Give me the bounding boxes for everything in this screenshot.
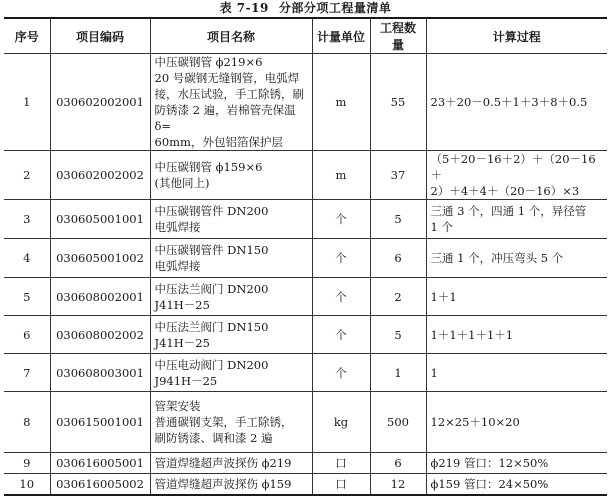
header-unit: 计量单位 xyxy=(312,18,370,54)
row-unit: 个 xyxy=(312,354,370,392)
row-seq: 6 xyxy=(4,316,50,354)
row-calc-line: 2）＋4＋4＋（20－16）×3 xyxy=(430,184,580,198)
row-qty: 5 xyxy=(370,200,426,239)
row-name-line: 管道焊缝超声波探伤 ϕ219 xyxy=(154,456,292,470)
header-calc: 计算过程 xyxy=(426,18,607,54)
row-unit: 个 xyxy=(312,239,370,278)
row-code: 030608003001 xyxy=(50,354,150,392)
row-calc-line: 12×25＋10×20 xyxy=(430,415,520,429)
row-code: 030602002002 xyxy=(50,151,150,200)
table-title: 分部分项工程量清单 xyxy=(278,1,392,15)
row-code: 030608002002 xyxy=(50,316,150,354)
bill-of-quantities-table xyxy=(4,17,607,496)
row-name-line: 中压电动阀门 DN200 xyxy=(154,357,269,372)
row-code: 030605001002 xyxy=(50,239,150,278)
row-calc-line: 1＋1＋1＋1＋1 xyxy=(430,327,514,342)
row-qty: 6 xyxy=(370,239,426,278)
row-name xyxy=(150,54,312,151)
row-calc-line: 1 个 xyxy=(430,220,453,234)
table-row xyxy=(4,316,607,354)
row-calc xyxy=(426,354,607,392)
row-name-line: 管架安装 xyxy=(154,399,201,413)
row-name-line: 普通碳钢支架，手工除锈， xyxy=(154,415,293,429)
row-calc xyxy=(426,278,607,316)
table-caption xyxy=(0,0,611,16)
row-calc xyxy=(426,316,607,354)
row-qty: 55 xyxy=(370,54,426,151)
row-name xyxy=(150,392,312,453)
row-unit: kg xyxy=(312,392,370,453)
row-calc xyxy=(426,239,607,278)
row-name-line: 刷防锈漆、调和漆 2 遍 xyxy=(154,431,273,445)
row-unit: 个 xyxy=(312,278,370,316)
row-qty: 12 xyxy=(370,474,426,496)
header-code: 项目编码 xyxy=(50,18,150,54)
row-unit: m xyxy=(312,54,370,151)
row-name-line: J941H－25 xyxy=(154,373,218,388)
row-seq: 1 xyxy=(4,54,50,151)
row-seq: 7 xyxy=(4,354,50,392)
header-qty: 工程数量 xyxy=(370,18,426,54)
table-row xyxy=(4,278,607,316)
row-calc xyxy=(426,200,607,239)
row-calc xyxy=(426,474,607,496)
row-name xyxy=(150,200,312,239)
header-row xyxy=(4,18,607,54)
row-qty: 500 xyxy=(370,392,426,453)
row-name-line: 中压法兰阀门 DN150 xyxy=(154,319,269,334)
row-name-line: (其他同上) xyxy=(154,176,210,190)
row-calc-line: 三通 3 个，四通 1 个，异径管 xyxy=(430,204,587,218)
row-name xyxy=(150,316,312,354)
row-qty: 37 xyxy=(370,151,426,200)
row-name xyxy=(150,151,312,200)
row-name-line: 中压碳钢管件 DN200 xyxy=(154,204,269,218)
row-qty: 6 xyxy=(370,453,426,474)
row-calc-line: ϕ159 管口：24×50% xyxy=(430,477,549,491)
row-code: 030605001001 xyxy=(50,200,150,239)
row-seq: 9 xyxy=(4,453,50,474)
row-seq: 2 xyxy=(4,151,50,200)
row-calc-line: 三通 1 个，冲压弯头 5 个 xyxy=(430,251,564,265)
row-seq: 8 xyxy=(4,392,50,453)
row-name xyxy=(150,453,312,474)
row-code: 030608002001 xyxy=(50,278,150,316)
row-code: 030602002001 xyxy=(50,54,150,151)
row-name-line: 管道焊缝超声波探伤 ϕ159 xyxy=(154,477,292,491)
table-row xyxy=(4,239,607,278)
row-name-line: 防锈漆 2 遍，岩棉管壳保温 δ= xyxy=(154,103,300,133)
table-row xyxy=(4,54,607,151)
row-name xyxy=(150,354,312,392)
row-code: 030616005002 xyxy=(50,474,150,496)
header-seq: 序号 xyxy=(4,18,50,54)
row-name-line: J41H－25 xyxy=(154,335,210,350)
row-name-line: 中压法兰阀门 DN200 xyxy=(154,281,269,296)
row-calc-line: 1＋1 xyxy=(430,289,457,304)
table-row xyxy=(4,392,607,453)
row-name-line: 中压碳钢管件 DN150 xyxy=(154,243,269,257)
row-seq: 3 xyxy=(4,200,50,239)
table-row xyxy=(4,200,607,239)
row-unit: m xyxy=(312,151,370,200)
row-calc-line: （5＋20－16＋2）＋（20－16＋ xyxy=(430,152,596,182)
row-calc xyxy=(426,392,607,453)
row-calc xyxy=(426,151,607,200)
row-name-line: 中压碳钢管 ϕ159×6 xyxy=(154,160,263,174)
row-name-line: 接，水压试验，手工除锈，刷 xyxy=(154,87,304,101)
row-name-line: J41H－25 xyxy=(154,297,210,312)
row-unit: 口 xyxy=(312,474,370,496)
row-name-line: 20 号碳钢无缝钢管，电弧焊 xyxy=(154,71,300,85)
row-unit: 个 xyxy=(312,200,370,239)
row-code: 030615001001 xyxy=(50,392,150,453)
row-name-line: 电弧焊接 xyxy=(154,220,201,234)
row-name-line: 60mm，外包铝箔保护层 xyxy=(154,135,283,149)
row-calc xyxy=(426,54,607,151)
table-row xyxy=(4,453,607,474)
row-name-line: 中压碳钢管 ϕ219×6 xyxy=(154,55,263,69)
row-calc xyxy=(426,453,607,474)
row-calc-line: 23＋20－0.5＋1＋3＋8＋0.5 xyxy=(430,95,588,109)
table-number: 表 7-19 xyxy=(219,1,269,15)
row-calc-line: 1 xyxy=(430,365,438,380)
table-row xyxy=(4,474,607,496)
row-unit: 口 xyxy=(312,453,370,474)
row-seq: 4 xyxy=(4,239,50,278)
row-qty: 5 xyxy=(370,316,426,354)
row-seq: 5 xyxy=(4,278,50,316)
table-row xyxy=(4,151,607,200)
row-name xyxy=(150,278,312,316)
row-name-line: 电弧焊接 xyxy=(154,259,201,273)
row-code: 030616005001 xyxy=(50,453,150,474)
row-qty: 2 xyxy=(370,278,426,316)
row-qty: 1 xyxy=(370,354,426,392)
row-name xyxy=(150,239,312,278)
row-unit: 个 xyxy=(312,316,370,354)
row-calc-line: ϕ219 管口：12×50% xyxy=(430,456,549,470)
row-seq: 10 xyxy=(4,474,50,496)
row-name xyxy=(150,474,312,496)
header-name: 项目名称 xyxy=(150,18,312,54)
table-row xyxy=(4,354,607,392)
